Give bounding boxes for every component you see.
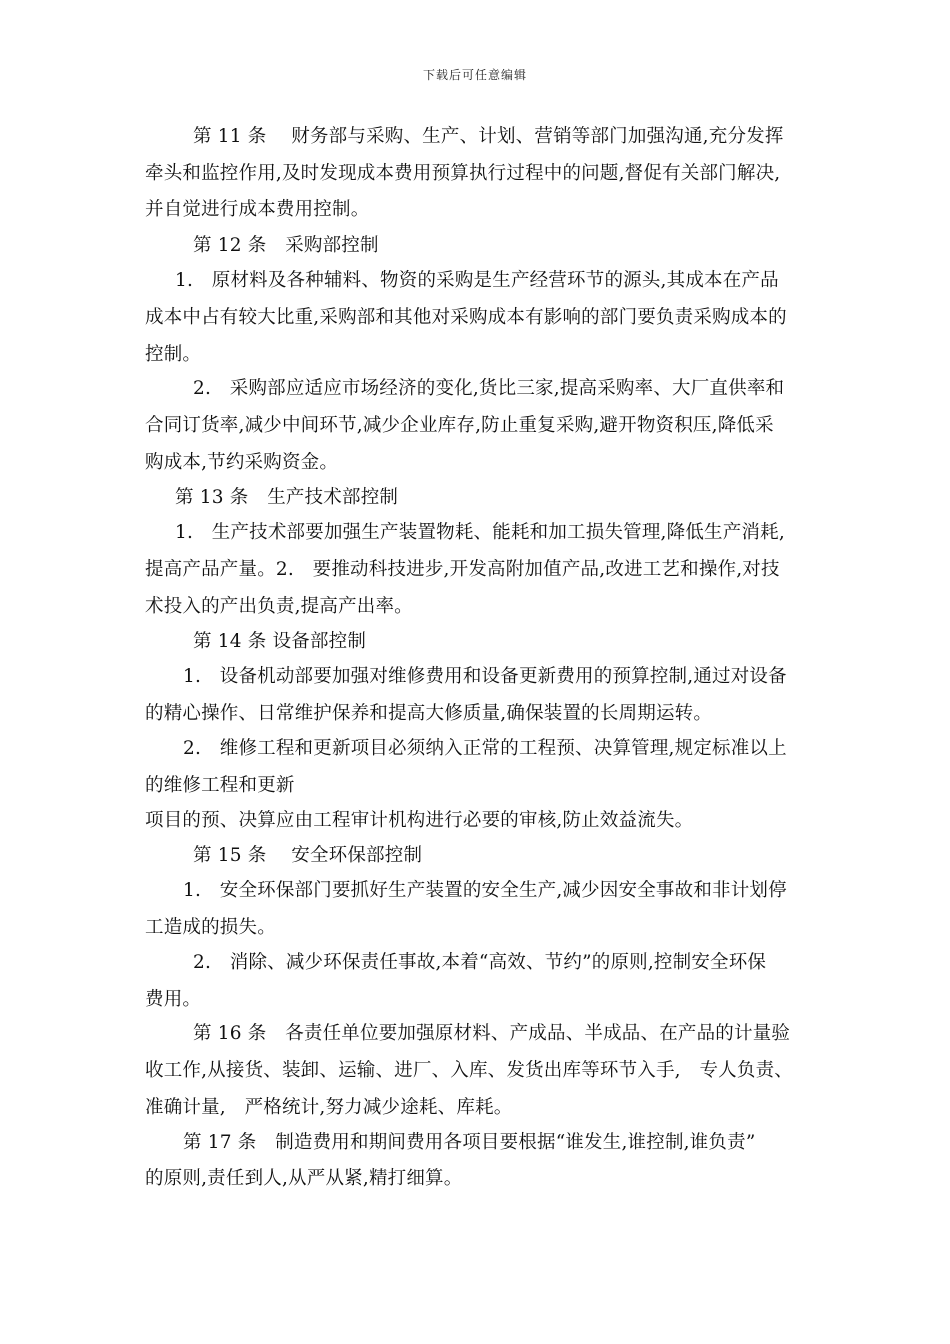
paragraph-line: 工造成的损失。 (145, 917, 276, 938)
article-16-heading: 第 16 条 各责任单位要加强原材料、产成品、半成品、在产品的计量验 (193, 1023, 791, 1044)
paragraph-line: 的精心操作、日常维护保养和提高大修质量,确保装置的长周期运转。 (145, 703, 713, 724)
list-item-line: 2. 采购部应适应市场经济的变化,货比三家,提高采购率、大厂直供率和 (193, 378, 785, 399)
paragraph-line: 准确计量, 严格统计,努力减少途耗、库耗。 (145, 1097, 513, 1118)
paragraph-line: 项目的预、决算应由工程审计机构进行必要的审核,防止效益流失。 (145, 810, 694, 831)
paragraph-line: 控制。 (145, 344, 202, 365)
list-item-line: 1. 生产技术部要加强生产装置物耗、能耗和加工损失管理,降低生产消耗, (175, 522, 785, 543)
paragraph-line: 提高产品产量。2. 要推动科技进步,开发高附加值产品,改进工艺和操作,对技 (145, 559, 780, 580)
article-14-heading: 第 14 条 设备部控制 (193, 631, 367, 652)
page-header: 下载后可任意编辑 (422, 68, 527, 82)
list-item-line: 1. 安全环保部门要抓好生产装置的安全生产,减少因安全事故和非计划停 (183, 880, 787, 901)
paragraph-line: 并自觉进行成本费用控制。 (145, 199, 370, 220)
paragraph-line: 的原则,责任到人,从严从紧,精打细算。 (145, 1168, 463, 1189)
article-12-heading: 第 12 条 采购部控制 (193, 235, 379, 256)
paragraph-line: 的维修工程和更新 (145, 775, 295, 796)
article-11-heading: 第 11 条 财务部与采购、生产、计划、营销等部门加强沟通,充分发挥 (193, 126, 784, 147)
paragraph-line: 术投入的产出负责,提高产出率。 (145, 596, 413, 617)
list-item-line: 1. 设备机动部要加强对维修费用和设备更新费用的预算控制,通过对设备 (183, 666, 787, 687)
paragraph-line: 费用。 (145, 989, 202, 1010)
paragraph-line: 牵头和监控作用,及时发现成本费用预算执行过程中的问题,督促有关部门解决, (145, 163, 781, 184)
paragraph-line: 收工作,从接货、装卸、运输、进厂、入库、发货出库等环节入手, 专人负责、 (145, 1060, 793, 1081)
article-15-heading: 第 15 条 安全环保部控制 (193, 845, 423, 866)
list-item-line: 2. 维修工程和更新项目必须纳入正常的工程预、决算管理,规定标准以上 (183, 738, 787, 759)
paragraph-line: 成本中占有较大比重,采购部和其他对采购成本有影响的部门要负责采购成本的 (145, 307, 787, 328)
paragraph-line: 合同订货率,减少中间环节,减少企业库存,防止重复采购,避开物资积压,降低采 (145, 415, 774, 436)
list-item-line: 2. 消除、减少环保责任事故,本着“高效、节约”的原则,控制安全环保 (193, 952, 767, 973)
article-13-heading: 第 13 条 生产技术部控制 (175, 487, 399, 508)
article-17-heading: 第 17 条 制造费用和期间费用各项目要根据“谁发生,谁控制,谁负责” (183, 1132, 756, 1153)
list-item-line: 1. 原材料及各种辅料、物资的采购是生产经营环节的源头,其成本在产品 (175, 270, 779, 291)
paragraph-line: 购成本,节约采购资金。 (145, 452, 339, 473)
